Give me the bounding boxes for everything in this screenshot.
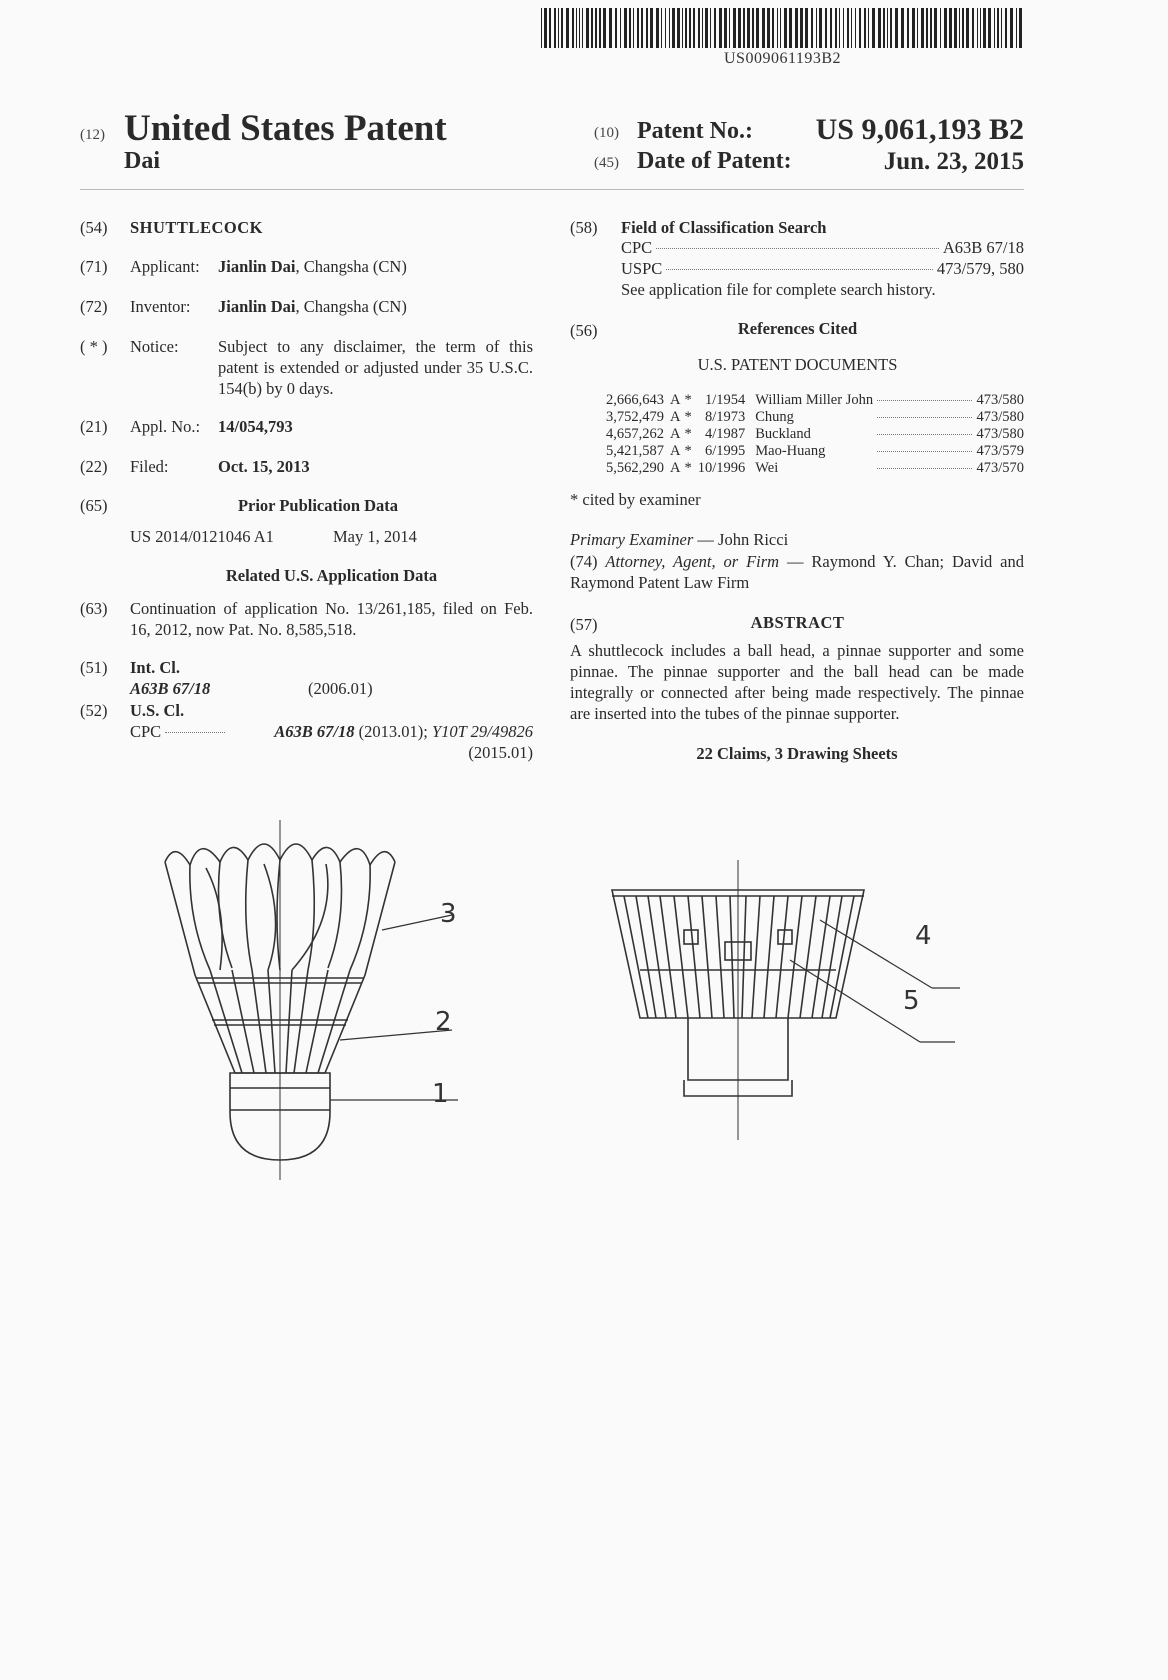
ref-date: 8/1973	[704, 409, 746, 425]
barcode-bar	[819, 8, 822, 48]
us-cl-cpc-main-year: (2013.01);	[354, 722, 432, 741]
date-of-patent: Jun. 23, 2015	[883, 148, 1024, 175]
barcode-bar	[615, 8, 617, 48]
figure-label-5: 5	[903, 986, 920, 1016]
leader-dots	[873, 392, 976, 409]
us-cl-cpc-second-year: (2015.01)	[468, 743, 533, 762]
barcode-bar	[851, 8, 852, 48]
code-72: (72)	[80, 297, 108, 316]
barcode-bar	[912, 8, 915, 48]
barcode-bar	[887, 8, 888, 48]
barcode-bar	[633, 8, 634, 48]
barcode-bar	[795, 8, 798, 48]
code-10: (10)	[594, 125, 619, 141]
code-74: (74)	[570, 552, 606, 571]
ref-inventor: Buckland	[755, 426, 811, 442]
barcode-bar	[677, 8, 680, 48]
field-uspc-row	[621, 258, 1024, 279]
ref-class: 473/580	[976, 392, 1024, 408]
barcode-bar	[949, 8, 952, 48]
us-cl-cpc-values	[229, 721, 533, 742]
barcode-bar	[962, 8, 964, 48]
references-heading: References Cited	[737, 319, 858, 338]
ref-kind: A	[670, 443, 681, 459]
barcode-bar	[966, 8, 969, 48]
barcode-bar	[878, 8, 881, 48]
barcode-bar	[859, 8, 861, 48]
us-cl-cpc-second: Y10T 29/49826	[431, 722, 533, 741]
applicant-location: , Changsha (CN)	[295, 257, 407, 276]
ref-class: 473/580	[976, 426, 1024, 442]
notice-text: Subject to any disclaimer, the term of this patent is extended or adjusted under 35 U.S.C. 154(b) by 0 days.	[218, 337, 533, 398]
leader-dots	[165, 732, 225, 733]
barcode-bar	[843, 8, 844, 48]
barcode-bar	[972, 8, 974, 48]
barcode-bar	[907, 8, 909, 48]
ref-date: 1/1954	[704, 392, 746, 408]
barcode-bar	[582, 8, 583, 48]
appl-no-value: 14/054,793	[218, 417, 293, 436]
code-54: (54)	[80, 218, 108, 237]
barcode-bar	[762, 8, 765, 48]
leader-dots	[656, 248, 939, 249]
barcode-bar	[1001, 8, 1002, 48]
barcode-bar	[980, 8, 981, 48]
int-cl-year: (2006.01)	[308, 679, 373, 698]
attorney	[570, 551, 1024, 593]
barcode-bar	[988, 8, 991, 48]
code-63: (63)	[80, 599, 108, 618]
barcode-bar	[714, 8, 716, 48]
barcode-bar	[890, 8, 892, 48]
prior-pub-date: May 1, 2014	[333, 527, 417, 546]
us-patent-documents-heading: U.S. PATENT DOCUMENTS	[697, 355, 898, 374]
figure-label-1: 1	[432, 1079, 449, 1109]
claims-count: 22 Claims, 3 Drawing Sheets	[696, 744, 898, 763]
barcode-bar	[629, 8, 631, 48]
barcode-number: US009061193B2	[723, 50, 842, 67]
code-57: (57)	[570, 615, 598, 634]
reference-row	[606, 426, 1024, 443]
field-cpc-value: A63B 67/18	[942, 238, 1024, 257]
barcode-bar	[954, 8, 957, 48]
ref-kind: A	[670, 460, 681, 476]
barcode-bar	[549, 8, 551, 48]
barcode-bar	[772, 8, 774, 48]
us-cl-cpc-label: CPC	[130, 722, 162, 741]
barcode-bar	[661, 8, 662, 48]
ref-number: 5,421,587	[606, 443, 664, 459]
barcode-bar	[940, 8, 941, 48]
ref-kind: A	[670, 409, 681, 425]
barcode-bar	[586, 8, 589, 48]
references-table	[606, 392, 1024, 477]
barcode-bar	[934, 8, 937, 48]
ref-number: 2,666,643	[606, 392, 664, 408]
barcode-bar	[780, 8, 781, 48]
date-of-patent-label: Date of Patent:	[637, 148, 792, 174]
code-notice: ( * )	[80, 337, 108, 356]
attorney-name: Raymond Y. Chan; David and Raymond Patent Law Firm	[570, 552, 1024, 592]
primary-examiner-dash: —	[693, 530, 719, 549]
barcode-bar	[895, 8, 898, 48]
barcode-bar	[665, 8, 666, 48]
ref-kind: A	[670, 392, 681, 408]
barcode-bar	[733, 8, 736, 48]
leader-dots	[873, 443, 976, 460]
applicant-label: Applicant:	[130, 257, 200, 276]
code-65: (65)	[80, 496, 108, 515]
barcode-bar	[685, 8, 687, 48]
barcode-bar	[1016, 8, 1017, 48]
barcode-bar	[656, 8, 659, 48]
barcode-bar	[698, 8, 700, 48]
barcode-bar	[603, 8, 606, 48]
code-56: (56)	[570, 321, 598, 340]
figure-label-4: 4	[915, 921, 932, 951]
related-heading: Related U.S. Application Data	[225, 566, 438, 585]
barcode-bar	[752, 8, 754, 48]
barcode-bar	[669, 8, 670, 48]
barcode-bar	[847, 8, 849, 48]
ref-class: 473/580	[976, 409, 1024, 425]
barcode-bar	[868, 8, 869, 48]
inventor-surname: Dai	[124, 148, 160, 174]
ref-kind: A	[670, 426, 681, 442]
attorney-label: Attorney, Agent, or Firm	[605, 552, 780, 571]
ref-number: 4,657,262	[606, 426, 664, 442]
attorney-dash: —	[779, 552, 812, 571]
barcode-bar	[816, 8, 817, 48]
barcode-bar	[883, 8, 885, 48]
reference-row	[606, 443, 1024, 460]
ref-class: 473/579	[976, 443, 1024, 459]
field-cpc-label: CPC	[621, 238, 653, 257]
ref-star: *	[684, 392, 692, 408]
figure-label-3: 3	[440, 899, 457, 929]
barcode-bar	[994, 8, 995, 48]
applicant-value	[218, 256, 407, 277]
barcode-bar	[724, 8, 727, 48]
barcode-bar	[977, 8, 978, 48]
barcode-bar	[599, 8, 601, 48]
barcode-bar	[705, 8, 708, 48]
barcode-bar	[693, 8, 695, 48]
primary-examiner	[570, 529, 788, 550]
barcode-bar	[719, 8, 722, 48]
applicant-name: Jianlin Dai	[218, 257, 296, 276]
primary-examiner-label: Primary Examiner	[570, 530, 694, 549]
barcode-bar	[743, 8, 745, 48]
barcode-bar	[624, 8, 627, 48]
leader-dots	[666, 269, 933, 270]
shuttlecock-drawing	[140, 820, 1040, 1180]
code-58: (58)	[570, 218, 598, 237]
barcode-bar	[917, 8, 918, 48]
barcode-bar	[541, 8, 542, 48]
barcode-bar	[637, 8, 639, 48]
barcode-bar	[784, 8, 787, 48]
field-search-heading: Field of Classification Search	[621, 218, 827, 237]
field-cpc-row	[621, 237, 1024, 258]
us-cl-cpc-main: A63B 67/18	[274, 722, 355, 741]
code-52: (52)	[80, 701, 108, 720]
field-uspc-value: 473/579, 580	[936, 259, 1024, 278]
barcode-bar	[926, 8, 928, 48]
code-71: (71)	[80, 257, 108, 276]
field-search-note: See application file for complete search history.	[621, 280, 936, 299]
barcode-bar	[591, 8, 593, 48]
ref-number: 5,562,290	[606, 460, 664, 476]
barcode-bar	[800, 8, 803, 48]
leader-dots	[873, 426, 976, 443]
barcode-bar	[835, 8, 837, 48]
code-51: (51)	[80, 658, 108, 677]
reference-row	[606, 409, 1024, 426]
prior-pub-number: US 2014/0121046 A1	[130, 527, 274, 546]
barcode-bar	[825, 8, 827, 48]
barcode-bar	[1010, 8, 1013, 48]
barcode-bar	[579, 8, 580, 48]
ref-star: *	[684, 460, 692, 476]
code-21: (21)	[80, 417, 108, 436]
barcode-bar	[702, 8, 703, 48]
barcode-bar	[1005, 8, 1007, 48]
barcode-bar	[777, 8, 778, 48]
barcode-bar	[650, 8, 653, 48]
ref-inventor: Chung	[755, 409, 794, 425]
inventor-location: , Changsha (CN)	[295, 297, 407, 316]
ref-inventor: Wei	[755, 460, 779, 476]
barcode-bar	[558, 8, 559, 48]
barcode-bar	[789, 8, 792, 48]
primary-examiner-name: John Ricci	[718, 530, 789, 549]
shuttlecock-fig-left	[165, 820, 458, 1180]
notice-label: Notice:	[130, 337, 179, 356]
barcode-bar	[901, 8, 904, 48]
filed-label: Filed:	[130, 457, 169, 476]
barcode-bar	[572, 8, 574, 48]
ref-date: 10/1996	[697, 460, 746, 476]
ref-star: *	[684, 426, 692, 442]
barcode-bar	[997, 8, 999, 48]
ref-class: 473/570	[976, 460, 1024, 476]
int-cl-label: Int. Cl.	[130, 658, 180, 677]
barcode-bar	[561, 8, 563, 48]
ref-star: *	[684, 409, 692, 425]
barcode-bar	[595, 8, 597, 48]
patent-number-label: Patent No.:	[637, 118, 753, 144]
barcode-bar	[921, 8, 924, 48]
barcode-bar	[930, 8, 932, 48]
prior-pub-heading: Prior Publication Data	[237, 496, 399, 515]
field-uspc-label: USPC	[621, 259, 663, 278]
barcode-bar	[839, 8, 840, 48]
barcode-bar	[729, 8, 730, 48]
ref-inventor: William Miller John	[755, 392, 874, 408]
ref-date: 6/1995	[704, 443, 746, 459]
code-45: (45)	[594, 155, 619, 171]
header-divider	[80, 189, 1024, 190]
us-cl-label: U.S. Cl.	[130, 701, 185, 720]
barcode-bar	[738, 8, 741, 48]
barcode-bar	[1019, 8, 1022, 48]
continuation-text: Continuation of application No. 13/261,185, filed on Feb. 16, 2012, now Pat. No. 8,585,518.	[130, 599, 533, 639]
reference-row	[606, 460, 1024, 477]
barcode-bar	[689, 8, 691, 48]
barcode-bar	[544, 8, 547, 48]
inventor-label: Inventor:	[130, 297, 191, 316]
barcode-bar	[682, 8, 683, 48]
ref-date: 4/1987	[704, 426, 746, 442]
barcode-bar	[944, 8, 947, 48]
barcode-bar	[830, 8, 832, 48]
ref-number: 3,752,479	[606, 409, 664, 425]
barcode	[541, 8, 1024, 48]
leader-dots	[873, 460, 976, 477]
barcode-bar	[864, 8, 866, 48]
barcode-bar	[872, 8, 875, 48]
barcode-bar	[747, 8, 750, 48]
barcode-bar	[767, 8, 770, 48]
inventor-name: Jianlin Dai	[218, 297, 296, 316]
barcode-bar	[672, 8, 675, 48]
code-22: (22)	[80, 457, 108, 476]
barcode-bar	[620, 8, 621, 48]
leader-dots	[873, 409, 976, 426]
barcode-bar	[983, 8, 986, 48]
figure-label-2: 2	[435, 1007, 452, 1037]
barcode-bar	[554, 8, 556, 48]
ref-inventor: Mao-Huang	[755, 443, 826, 459]
barcode-bar	[566, 8, 569, 48]
barcode-bar	[855, 8, 856, 48]
barcode-bar	[641, 8, 643, 48]
int-cl-class: A63B 67/18	[130, 679, 211, 698]
reference-row	[606, 392, 1024, 409]
code-12: (12)	[80, 127, 105, 143]
appl-no-label: Appl. No.:	[130, 417, 201, 436]
barcode-bar	[710, 8, 711, 48]
ref-star: *	[684, 443, 692, 459]
us-cl-cpc-row	[130, 721, 533, 742]
inventor-value	[218, 296, 407, 317]
filed-value: Oct. 15, 2013	[218, 457, 310, 476]
abstract-text: A shuttlecock includes a ball head, a pinnae supporter and some pinnae. The pinnae supporter and the ball head can be made integrally or connected after being made respectively. The pinnae are inserted into the tubes of the pinnae supporter.	[570, 641, 1024, 723]
document-title: United States Patent	[124, 108, 447, 149]
abstract-heading: ABSTRACT	[750, 613, 845, 632]
barcode-bar	[811, 8, 813, 48]
barcode-bar	[609, 8, 612, 48]
barcode-bar	[646, 8, 648, 48]
barcode-bar	[959, 8, 960, 48]
cited-by-examiner-note: * cited by examiner	[570, 490, 701, 509]
barcode-bar	[805, 8, 808, 48]
barcode-bar	[576, 8, 577, 48]
invention-title: SHUTTLECOCK	[130, 218, 263, 237]
patent-number: US 9,061,193 B2	[815, 113, 1024, 146]
barcode-bar	[756, 8, 759, 48]
